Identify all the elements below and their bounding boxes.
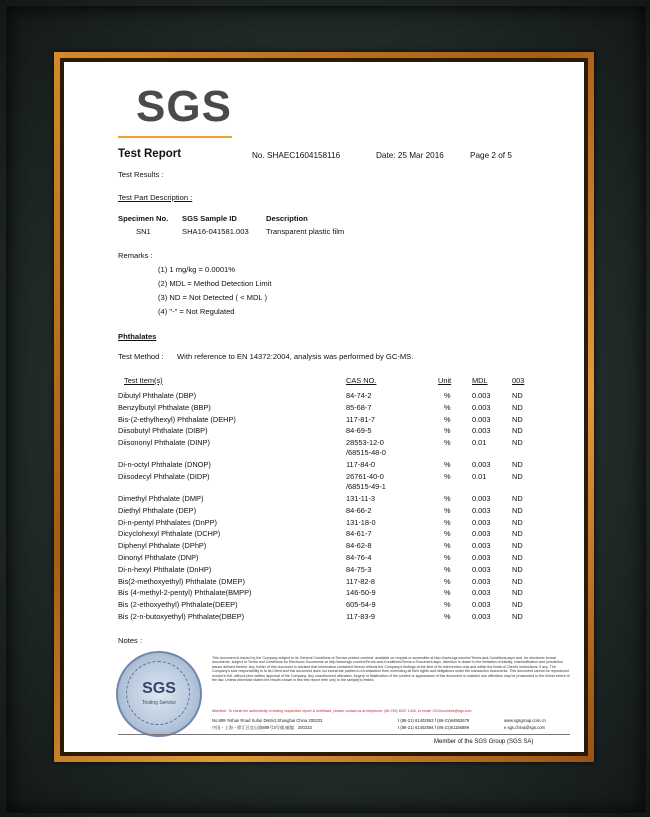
sgs-logo: SGS xyxy=(136,82,232,131)
table-row xyxy=(118,565,538,575)
unit-cell: % xyxy=(444,438,451,448)
test-item-cell: Dinonyl Phthalate (DNP) xyxy=(118,553,199,562)
result-cell: ND xyxy=(512,576,523,586)
cas-no-cell: 28553-12-0 xyxy=(346,438,384,448)
col-cas-no: CAS NO. xyxy=(346,376,377,385)
mdl-cell: 0.003 xyxy=(472,426,491,436)
member-line: Member of the SGS Group (SGS SA) xyxy=(434,739,534,745)
test-item-cell: Diisononyl Phthalate (DINP) xyxy=(118,438,211,448)
test-item-cell: Bis(2-methoxyethyl) Phthalate (DMEP) xyxy=(118,576,245,586)
unit-cell: % xyxy=(444,541,451,551)
test-item-cell: Diethyl Phthalate (DEP) xyxy=(118,505,197,515)
table-header xyxy=(118,376,538,386)
result-cell: ND xyxy=(512,402,523,412)
unit-cell: % xyxy=(444,564,451,574)
col-test-item: Test Item(s) xyxy=(124,376,163,385)
mdl-cell: 0.003 xyxy=(472,576,491,586)
remark-item: (1) 1 mg/kg = 0.0001% xyxy=(158,265,236,274)
test-method-text: With reference to EN 14372:2004, analysis was performed by GC-MS. xyxy=(177,352,414,361)
test-item-cell: Bis-(2-ethylhexyl) Phthalate (DEHP) xyxy=(118,414,236,424)
unit-cell: % xyxy=(444,588,451,598)
table-row xyxy=(118,518,538,528)
remarks-label: Remarks : xyxy=(118,251,153,260)
test-item-cell: Bis (2-n-butoxyethyl) Phthalate(DBEP) xyxy=(118,612,245,621)
mdl-cell: 0.003 xyxy=(472,553,491,562)
cas-no-cell: 84-76-4 xyxy=(346,553,372,562)
unit-cell: % xyxy=(444,472,451,481)
remark-item: (3) ND = Not Detected ( < MDL ) xyxy=(158,293,268,302)
test-item-cell: Di-n-hexyl Phthalate (DnHP) xyxy=(118,564,212,574)
cas-no-alt-cell: /68515-48-0 xyxy=(346,448,386,458)
test-method-label: Test Method : xyxy=(118,352,164,361)
unit-cell: % xyxy=(444,402,451,412)
mdl-cell: 0.003 xyxy=(472,541,491,551)
table-row xyxy=(118,506,538,516)
test-results-label: Test Results : xyxy=(118,170,164,179)
email: e sgs.china@sgs.com xyxy=(504,725,546,730)
cas-no-cell: 131-18-0 xyxy=(346,517,376,527)
specimen-description: Transparent plastic film xyxy=(266,227,345,236)
cas-no-cell: 84-74-2 xyxy=(346,391,372,400)
table-row xyxy=(118,612,538,622)
table-row xyxy=(118,577,538,587)
logo-underline xyxy=(118,136,232,138)
footer-divider xyxy=(118,734,570,735)
result-cell: ND xyxy=(512,564,523,574)
table-row xyxy=(118,391,538,401)
stamp-caption: Testing Service xyxy=(142,700,176,706)
result-cell: ND xyxy=(512,460,523,470)
table-row xyxy=(118,460,538,470)
result-cell: ND xyxy=(512,600,523,610)
mdl-cell: 0.01 xyxy=(472,438,487,448)
result-cell: ND xyxy=(512,612,523,621)
result-cell: ND xyxy=(512,438,523,448)
result-cell: ND xyxy=(512,541,523,551)
mdl-cell: 0.003 xyxy=(472,529,491,539)
col-sample-id: SGS Sample ID xyxy=(182,214,237,223)
cas-no-cell: 605-54-9 xyxy=(346,600,376,610)
mdl-cell: 0.003 xyxy=(472,517,491,527)
unit-cell: % xyxy=(444,494,451,503)
address-cn: 中国・上海・徐汇区宜山路889号3号楼 邮编：200233 xyxy=(212,725,312,730)
result-cell: ND xyxy=(512,505,523,515)
cas-no-cell: 117-83-9 xyxy=(346,612,376,621)
table-row xyxy=(118,553,538,563)
test-part-description-label: Test Part Description : xyxy=(118,193,193,202)
unit-cell: % xyxy=(444,426,451,436)
table-row xyxy=(118,600,538,610)
col-mdl: MDL xyxy=(472,376,488,385)
test-item-cell: Di-n-octyl Phthalate (DNOP) xyxy=(118,460,211,470)
table-row xyxy=(118,403,538,413)
result-cell: ND xyxy=(512,472,523,481)
report-date: Date: 25 Mar 2016 xyxy=(376,151,444,160)
cas-no-cell: 146-50-9 xyxy=(346,588,376,598)
table-row xyxy=(118,472,538,491)
mdl-cell: 0.003 xyxy=(472,414,491,424)
mdl-cell: 0.01 xyxy=(472,472,487,481)
mdl-cell: 0.003 xyxy=(472,494,491,503)
unit-cell: % xyxy=(444,576,451,586)
table-row xyxy=(118,415,538,425)
report-number: No. SHAEC1604158116 xyxy=(252,151,341,160)
unit-cell: % xyxy=(444,529,451,539)
test-item-cell: Bis (4-methyl-2-pentyl) Phthalate(BMPP) xyxy=(118,588,252,598)
test-item-cell: Diphenyl Phthalate (DPhP) xyxy=(118,541,207,551)
unit-cell: % xyxy=(444,391,451,400)
mdl-cell: 0.003 xyxy=(472,564,491,574)
address-en: No.889 Yishan Road Xuhui District,Shanghai China 200233 xyxy=(212,718,323,723)
unit-cell: % xyxy=(444,414,451,424)
table-row xyxy=(118,494,538,504)
col-description: Description xyxy=(266,214,308,223)
terms-fine-print: This document is issued by the Company subject to its General Conditions of Service printed overleaf, available on request or accessible at http://www.sgs.com/en/Terms-and-Conditions.aspx and, for electronic format documents, subject to Terms and Conditions for Electronic Documents at http://www.sgs.com/en/Terms-and-Conditions/Terms-e-Document.aspx. Attention is drawn to the limitation of liability, indemnification and jurisdiction issues defined therein. Any holder of this document is advised that information contained hereon reflects the Company's findings at the time of its intervention only and within the limits of Client's instructions, if any. The Company's sole responsibility is to its Client and this document does not exonerate parties to a transaction from exercising all their rights and obligations under the transaction documents. This document cannot be reproduced except in full, without prior written approval of the Company. Any unauthorized alteration, forgery or falsification of the content or appearance of this document is unlawful and offenders may be prosecuted to the fullest extent of the law. Unless otherwise stated the results shown in this test report refer only to the sample(s) tested. xyxy=(212,656,570,683)
stamp-logo: SGS xyxy=(142,680,176,697)
unit-cell: % xyxy=(444,460,451,470)
cas-no-cell: 84-69-5 xyxy=(346,426,372,436)
result-cell: ND xyxy=(512,494,523,503)
result-cell: ND xyxy=(512,529,523,539)
table-row xyxy=(118,529,538,539)
sample-id: SHA16-041581.003 xyxy=(182,227,249,236)
table-row xyxy=(118,541,538,551)
report-title: Test Report xyxy=(118,148,182,160)
result-cell: ND xyxy=(512,414,523,424)
mdl-cell: 0.003 xyxy=(472,588,491,598)
result-cell: ND xyxy=(512,588,523,598)
test-item-cell: Diisodecyl Phthalate (DIDP) xyxy=(118,472,210,481)
test-item-cell: Bis (2-ethoxyethyl) Phthalate(DEEP) xyxy=(118,600,238,610)
mdl-cell: 0.003 xyxy=(472,600,491,610)
unit-cell: % xyxy=(444,612,451,621)
result-cell: ND xyxy=(512,553,523,562)
col-result: 003 xyxy=(512,376,525,385)
result-cell: ND xyxy=(512,517,523,527)
unit-cell: % xyxy=(444,505,451,515)
cas-no-cell: 84-66-2 xyxy=(346,505,372,515)
website: www.sgsgroup.com.cn xyxy=(504,718,546,723)
test-item-cell: Dicyclohexyl Phthalate (DCHP) xyxy=(118,529,221,539)
certificate-page xyxy=(64,62,584,752)
result-cell: ND xyxy=(512,391,523,400)
table-row xyxy=(118,588,538,598)
phone-en: t (86-21) 61402553 f (86-21)64953679 xyxy=(398,718,470,723)
cas-no-cell: 117-82-8 xyxy=(346,576,376,586)
table-row xyxy=(118,426,538,436)
mdl-cell: 0.003 xyxy=(472,402,491,412)
cas-no-cell: 26761-40-0 xyxy=(346,472,384,481)
specimen-no: SN1 xyxy=(136,227,151,236)
result-cell: ND xyxy=(512,426,523,436)
cas-no-cell: 84-61-7 xyxy=(346,529,372,539)
unit-cell: % xyxy=(444,553,451,562)
authenticity-notice: Attention: To check the authenticity of testing /inspection report & certificate, please contact us at telephone: (86-755) 8307 1443, or email: CN.Doccheck@sgs.com xyxy=(212,709,472,713)
cas-no-cell: 117-81-7 xyxy=(346,414,376,424)
unit-cell: % xyxy=(444,517,451,527)
cas-no-cell: 84-62-8 xyxy=(346,541,372,551)
cas-no-cell: 117-84-0 xyxy=(346,460,376,470)
phone-cn: t (86-21) 61402594 f (86-21)61156899 xyxy=(398,725,469,730)
test-item-cell: Benzylbutyl Phthalate (BBP) xyxy=(118,402,211,412)
remark-item: (2) MDL = Method Detection Limit xyxy=(158,279,272,288)
mdl-cell: 0.003 xyxy=(472,460,491,470)
test-item-cell: Dimethyl Phthalate (DMP) xyxy=(118,494,204,503)
cas-no-alt-cell: /68515-49-1 xyxy=(346,482,386,491)
unit-cell: % xyxy=(444,600,451,610)
page-number: Page 2 of 5 xyxy=(470,151,512,160)
cas-no-cell: 85-68-7 xyxy=(346,402,372,412)
test-item-cell: Diisobutyl Phthalate (DIBP) xyxy=(118,426,208,436)
sgs-stamp xyxy=(116,651,202,737)
cas-no-cell: 131-11-3 xyxy=(346,494,376,503)
remark-item: (4) "-" = Not Regulated xyxy=(158,307,235,316)
cas-no-cell: 84-75-3 xyxy=(346,564,372,574)
mdl-cell: 0.003 xyxy=(472,612,491,621)
test-item-cell: Di-n-pentyl Phthalates (DnPP) xyxy=(118,517,217,527)
section-title: Phthalates xyxy=(118,332,157,341)
mdl-cell: 0.003 xyxy=(472,505,491,515)
notes-label: Notes : xyxy=(118,636,143,645)
table-row xyxy=(118,438,538,458)
mdl-cell: 0.003 xyxy=(472,391,491,400)
test-item-cell: Dibutyl Phthalate (DBP) xyxy=(118,391,197,400)
col-unit: Unit xyxy=(438,376,452,385)
col-specimen-no: Specimen No. xyxy=(118,214,169,223)
